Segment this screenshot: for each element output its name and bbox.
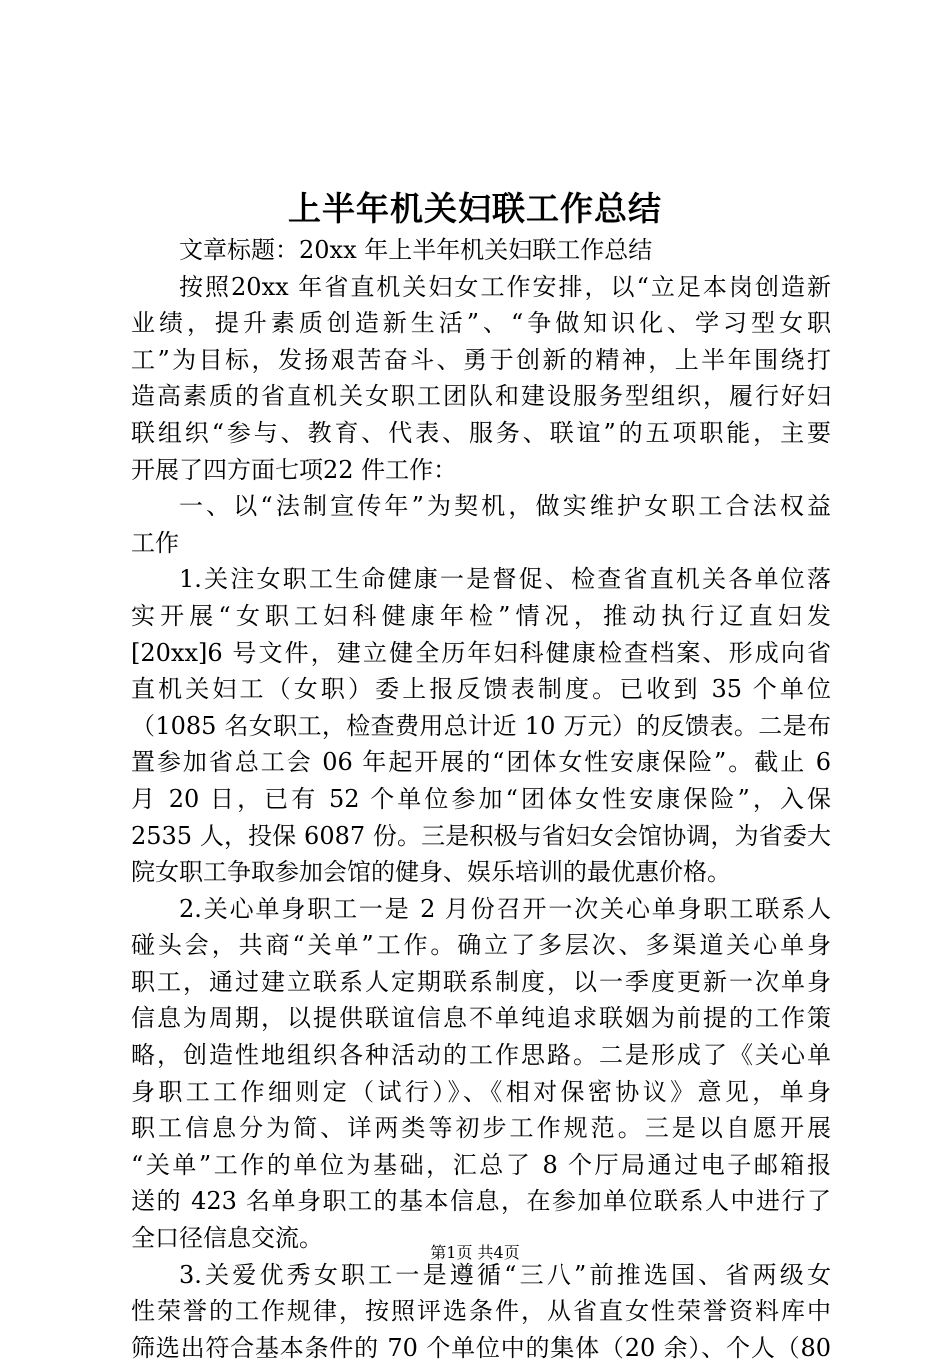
text-line: 送的 423 名单身职工的基本信息，在参加单位联系人中进行了 bbox=[131, 1187, 831, 1216]
page-footer: 第1页 共4页 bbox=[430, 1243, 520, 1262]
text-line: 开展了四方面七项22 件工作： bbox=[131, 455, 458, 484]
text-line: 月 20 日，已有 52 个单位参加“团体女性安康保险”，入保 bbox=[131, 784, 831, 813]
text-line: 按照20xx 年省直机关妇女工作安排，以“立足本岗创造新 bbox=[179, 272, 831, 301]
text-line: 碰头会，共商“关单”工作。确立了多层次、多渠道关心单身 bbox=[131, 931, 831, 960]
text-line: 略，创造性地组织各种活动的工作思路。二是形成了《关心单 bbox=[131, 1041, 831, 1070]
text-line: 2.关心单身职工一是 2 月份召开一次关心单身职工联系人 bbox=[179, 894, 831, 923]
text-line: 造高素质的省直机关女职工团队和建设服务型组织，履行好妇 bbox=[131, 382, 831, 411]
text-line: 3.关爱优秀女职工一是遵循“三八”前推选国、省两级女 bbox=[179, 1260, 831, 1289]
text-line: 职工，通过建立联系人定期联系制度，以一季度更新一次单身 bbox=[131, 967, 831, 996]
text-line: 文章标题：20xx 年上半年机关妇联工作总结 bbox=[179, 236, 653, 264]
text-line: 业绩，提升素质创造新生活”、“争做知识化、学习型女职 bbox=[131, 309, 831, 338]
text-line: 信息为周期，以提供联谊信息不单纯追求联姻为前提的工作策 bbox=[131, 1004, 831, 1033]
text-line: “关单”工作的单位为基础，汇总了 8 个厅局通过电子邮箱报 bbox=[131, 1150, 831, 1179]
text-line: 筛选出符合基本条件的 70 个单位中的集体（20 余）、个人（80 bbox=[131, 1333, 831, 1362]
text-line: 置参加省总工会 06 年起开展的“团体女性安康保险”。截止 6 bbox=[131, 748, 831, 777]
text-line: 院女职工争取参加会馆的健身、娱乐培训的最优惠价格。 bbox=[131, 858, 731, 887]
text-line: （1085 名女职工，检查费用总计近 10 万元）的反馈表。二是布 bbox=[131, 711, 831, 740]
text-line: 联组织“参与、教育、代表、服务、联谊”的五项职能，主要 bbox=[131, 418, 831, 447]
document-title: 上半年机关妇联工作总结 bbox=[288, 189, 662, 228]
text-line: 2535 人，投保 6087 份。三是积极与省妇女会馆协调，为省委大 bbox=[131, 821, 831, 850]
text-line: 性荣誉的工作规律，按照评选条件，从省直女性荣誉资料库中 bbox=[131, 1297, 831, 1326]
text-line: [20xx]6 号文件，建立健全历年妇科健康检查档案、形成向省 bbox=[131, 638, 831, 667]
text-line: 实开展“女职工妇科健康年检”情况，推动执行辽直妇发 bbox=[131, 601, 831, 630]
text-line: 职工信息分为简、详两类等初步工作规范。三是以自愿开展 bbox=[131, 1114, 831, 1143]
text-line: 1.关注女职工生命健康一是督促、检查省直机关各单位落 bbox=[179, 565, 831, 594]
document-body bbox=[131, 232, 831, 1366]
text-line: 身职工工作细则定（试行）》、《相对保密协议》意见，单身 bbox=[131, 1077, 831, 1106]
text-line: 直机关妇工（女职）委上报反馈表制度。已收到 35 个单位 bbox=[131, 675, 831, 704]
text-line: 工”为目标，发扬艰苦奋斗、勇于创新的精神，上半年围绕打 bbox=[131, 345, 831, 374]
text-line: 全口径信息交流。 bbox=[131, 1224, 323, 1253]
text-line: 一、以“法制宣传年”为契机，做实维护女职工合法权益 bbox=[179, 492, 831, 521]
text-line: 工作 bbox=[131, 528, 179, 557]
